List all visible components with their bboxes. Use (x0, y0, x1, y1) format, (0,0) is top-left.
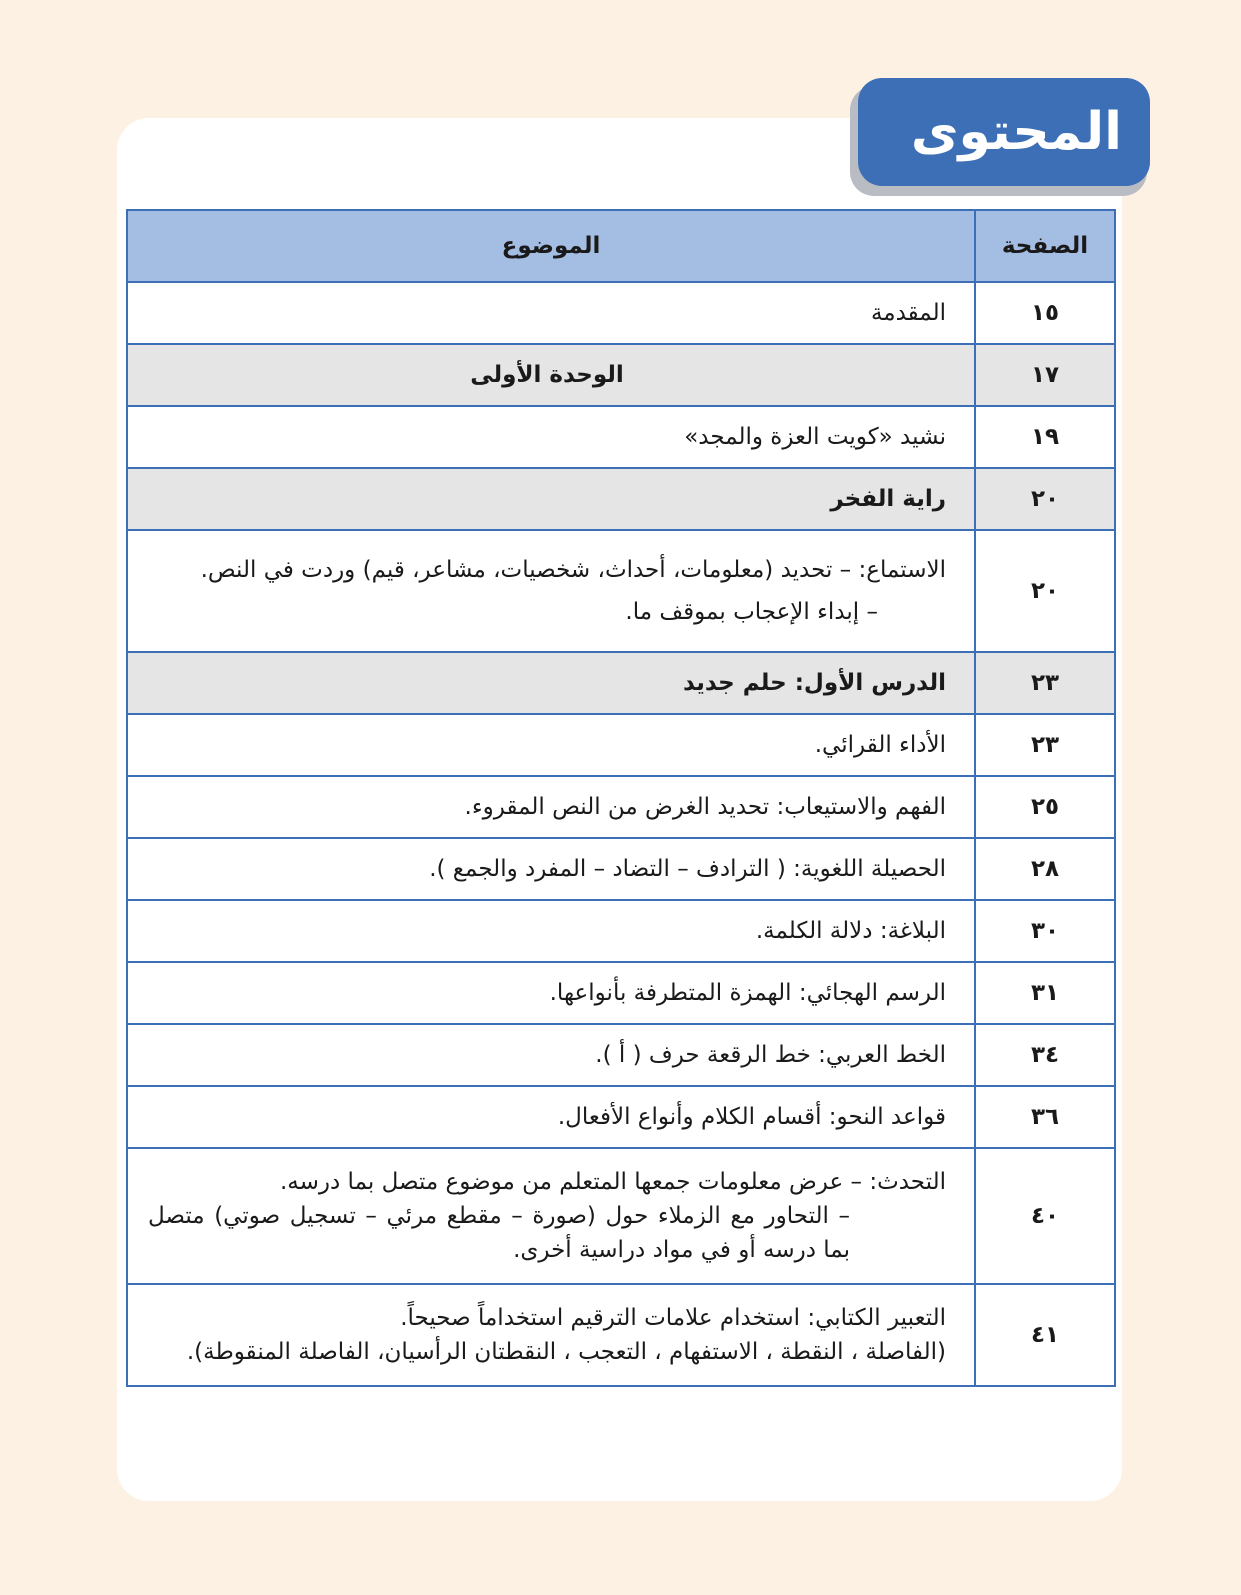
page-number: ١٩ (975, 406, 1115, 468)
page-number: ١٧ (975, 344, 1115, 406)
table-row (127, 1086, 1115, 1148)
topic (127, 530, 975, 652)
unit-title: الوحدة الأولى (127, 344, 975, 406)
table-row (127, 1024, 1115, 1086)
page-number: ٢٠ (975, 530, 1115, 652)
topic: نشيد «كويت العزة والمجد» (127, 406, 975, 468)
topic (127, 1148, 975, 1284)
topic: الحصيلة اللغوية: ( الترادف – التضاد – المفرد والجمع ). (127, 838, 975, 900)
table-row (127, 900, 1115, 962)
table-row (127, 282, 1115, 344)
topic-line: – التحاور مع الزملاء حول (صورة – مقطع مرئي – تسجيل صوتي) متصل بما درسه أو في مواد دراسية أخرى. (148, 1203, 850, 1263)
topic: الخط العربي: خط الرقعة حرف ( أ ). (127, 1024, 975, 1086)
topic-line: التعبير الكتابي: استخدام علامات الترقيم استخداماً صحيحاً. (400, 1305, 946, 1331)
table-row (127, 714, 1115, 776)
page-number: ٢٥ (975, 776, 1115, 838)
table-row (127, 530, 1115, 652)
page-number: ١٥ (975, 282, 1115, 344)
table-row (127, 1284, 1115, 1386)
page-number: ٢٣ (975, 652, 1115, 714)
page-title: المحتوى (858, 78, 1150, 186)
page-number: ٢٨ (975, 838, 1115, 900)
page-number: ٣٠ (975, 900, 1115, 962)
table-row (127, 776, 1115, 838)
table-header-row (127, 210, 1115, 282)
topic: الفهم والاستيعاب: تحديد الغرض من النص المقروء. (127, 776, 975, 838)
page-number: ٣٤ (975, 1024, 1115, 1086)
topic (127, 1284, 975, 1386)
section-title: راية الفخر (127, 468, 975, 530)
topic: البلاغة: دلالة الكلمة. (127, 900, 975, 962)
page-number: ٣١ (975, 962, 1115, 1024)
table-row (127, 838, 1115, 900)
header-page: الصفحة (975, 210, 1115, 282)
lesson-row (127, 652, 1115, 714)
topic-line: الاستماع: – تحديد (معلومات، أحداث، شخصيات، مشاعر، قيم) وردت في النص. (200, 557, 946, 583)
topic: الأداء القرائي. (127, 714, 975, 776)
section-row (127, 468, 1115, 530)
page-number: ٤٠ (975, 1148, 1115, 1284)
topic-line: – إبداء الإعجاب بموقف ما. (625, 599, 878, 625)
page-number: ٢٣ (975, 714, 1115, 776)
table-row (127, 962, 1115, 1024)
topic-line: (الفاصلة ، النقطة ، الاستفهام ، التعجب ، النقطتان الرأسيان، الفاصلة المنقوطة). (186, 1339, 946, 1365)
page-number: ٣٦ (975, 1086, 1115, 1148)
page-number: ٤١ (975, 1284, 1115, 1386)
lesson-title: الدرس الأول: حلم جديد (127, 652, 975, 714)
contents-table (126, 209, 1116, 1387)
topic: المقدمة (127, 282, 975, 344)
table-row (127, 406, 1115, 468)
topic: قواعد النحو: أقسام الكلام وأنواع الأفعال. (127, 1086, 975, 1148)
topic-line: التحدث: – عرض معلومات جمعها المتعلم من موضوع متصل بما درسه. (279, 1169, 946, 1195)
page-number: ٢٠ (975, 468, 1115, 530)
header-topic: الموضوع (127, 210, 975, 282)
table-row (127, 1148, 1115, 1284)
unit-row (127, 344, 1115, 406)
topic: الرسم الهجائي: الهمزة المتطرفة بأنواعها. (127, 962, 975, 1024)
